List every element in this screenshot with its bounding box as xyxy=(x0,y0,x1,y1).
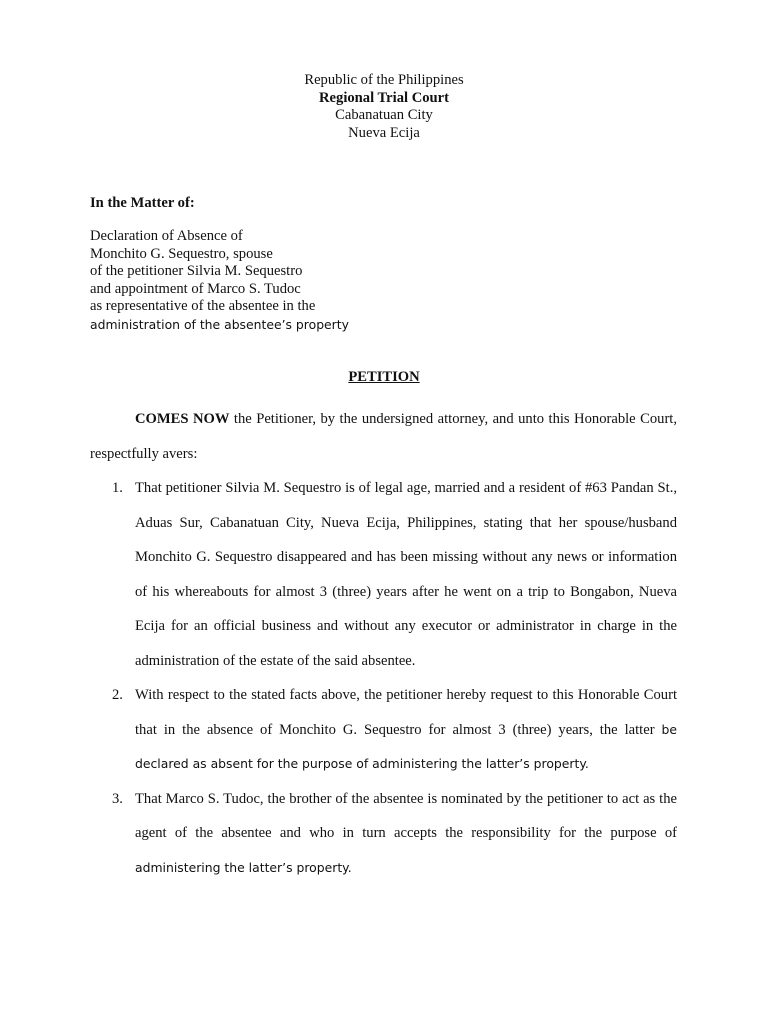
averments-list xyxy=(90,471,677,885)
caption-line: Monchito G. Sequestro, spouse xyxy=(90,245,273,262)
header-province: Nueva Ecija xyxy=(348,124,420,141)
item-text: That Marco S. Tudoc, the brother of the absentee is nominated by the petitioner to act as the agent of the absentee and who in turn accepts the responsibility for the purpose of xyxy=(135,790,677,841)
intro-paragraph xyxy=(90,402,677,471)
header-court-name: Regional Trial Court xyxy=(319,89,449,106)
item-text: With respect to the stated facts above, the petitioner hereby request to this Honorable Court that in the absence of Monchito G. Sequestro for almost 3 (three) years, the latter xyxy=(135,687,677,738)
caption-line: and appointment of Marco S. Tudoc xyxy=(90,280,301,297)
caption-line: Declaration of Absence of xyxy=(90,228,243,244)
header-city: Cabanatuan City xyxy=(335,107,433,124)
item-text-tail: administering the latter’s property. xyxy=(135,859,352,875)
item-number: 2. xyxy=(112,687,123,703)
item-number: 3. xyxy=(112,790,123,807)
item-text-tail: be declared as absent for the purpose of administering the latter’s property. xyxy=(135,721,677,771)
caption-line: as representative of the absentee in the xyxy=(90,298,316,315)
list-item xyxy=(90,678,677,782)
intro-text: the Petitioner, by the undersigned attorney, and unto this Honorable Court, respectfully avers: xyxy=(90,411,678,462)
item-text: That petitioner Silvia M. Sequestro is of legal age, married and a resident of #63 Pandan St., Aduas Sur, Cabanatuan City, Nueva Ecija, Philippines, stating that her spouse/husband Monchito G. Sequestro disappeared and has been missing without any news or information of his whereabouts for almost 3 (three) years after he went on a trip to Bongabon, Nueva Ecija for an official business and without any executor or administrator in charge in the administration of the estate of the said absentee. xyxy=(135,480,677,669)
petition-title: PETITION xyxy=(348,369,420,385)
intro-bold-lead: COMES NOW xyxy=(135,411,230,427)
item-number: 1. xyxy=(112,480,123,496)
court-header xyxy=(0,72,768,142)
matter-heading: In the Matter of: xyxy=(90,195,195,211)
case-caption xyxy=(90,228,349,334)
caption-line: of the petitioner Silvia M. Sequestro xyxy=(90,263,303,280)
list-item xyxy=(90,471,677,678)
header-republic: Republic of the Philippines xyxy=(304,72,464,88)
list-item xyxy=(90,782,677,886)
caption-line: administration of the absentee’s property xyxy=(90,316,349,332)
